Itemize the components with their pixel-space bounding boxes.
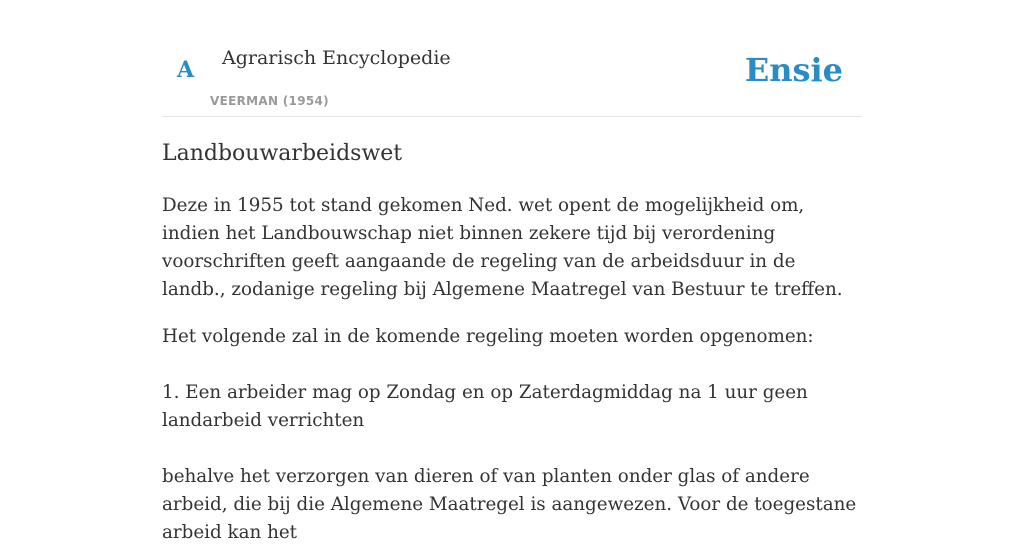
article-content [162,137,862,547]
page-header [162,0,862,117]
article-title: Landbouwarbeidswet [162,141,403,166]
book-author: VEERMAN (1954) [210,94,329,108]
article-paragraph: 1. Een arbeider mag op Zondag en op Zaterdagmiddag na 1 uur geen landarbeid verrichten [162,382,808,431]
ensie-logo[interactable]: Ensie [744,51,843,89]
article-paragraph: Het volgende zal in de komende regeling moeten worden opgenomen: [162,326,814,347]
article-paragraph: Deze in 1955 tot stand gekomen Ned. wet opent de mogelijkheid om, indien het Landbouwschap niet binnen zekere tijd bij verordening voorschriften geeft aangaande de regeling van de arbeidsduur in de landb., zodanige regeling bij Algemene Maatregel van Bestuur te treffen. [162,195,843,300]
book-title[interactable]: Agrarisch Encyclopedie [222,47,451,69]
article-paragraph: behalve het verzorgen van dieren of van planten onder glas of andere arbeid, die bij die Algemene Maatregel is aangewezen. Voor de toegestane arbeid kan het [162,466,857,543]
book-logo-letter[interactable]: A [177,57,195,83]
